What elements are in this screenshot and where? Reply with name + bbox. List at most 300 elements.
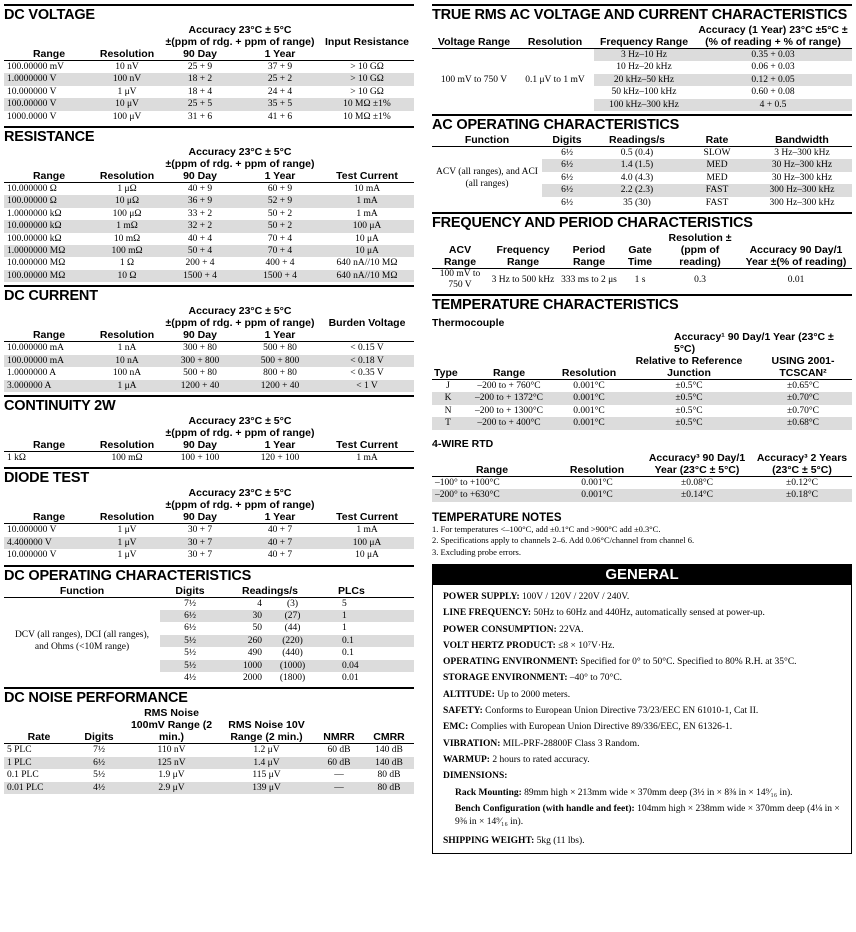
column-header: Readings/s — [592, 134, 682, 147]
table-cell: ±0.5°C — [624, 392, 754, 404]
table-cell: ±0.5°C — [675, 405, 703, 416]
table-cell: ±0.5°C — [675, 381, 703, 392]
table-row — [432, 489, 852, 501]
column-header: RMS Noise 100mV Range (2 min.) — [124, 707, 219, 744]
section-title: AC OPERATING CHARACTERISTICS — [432, 114, 852, 134]
table-cell: 0.60 + 0.08 — [751, 87, 795, 98]
table-cell: 0.5 (0.4) — [620, 148, 654, 159]
accuracy-header: Accuracy 23°C ± 5°C ±(ppm of rdg. + ppm of range) — [165, 487, 315, 512]
table-cell: 0.001°C — [573, 381, 605, 392]
section-title: DC VOLTAGE — [4, 4, 414, 24]
table-cell: 0.01 — [342, 672, 359, 683]
table-row — [4, 208, 414, 220]
column-header: 90 Day — [160, 48, 240, 61]
table-cell: 4 — [257, 598, 262, 609]
table-cell: 80 dB — [377, 770, 401, 781]
table-cell: 5½ — [160, 660, 220, 672]
bench-configuration: Bench Configuration (with handle and feet): 104mm high × 238mm wide × 370mm deep (4⅛ in × 9⅜ in × 14⁹⁄₁₆ in). — [455, 803, 840, 827]
dc-voltage-table — [4, 24, 414, 123]
thermocouple-table — [432, 331, 852, 430]
table-cell: 800 + 80 — [263, 368, 297, 379]
table-cell: ±0.18°C — [752, 489, 852, 501]
table-cell: 1000 — [220, 660, 265, 672]
table-row — [4, 98, 414, 110]
notes-title: TEMPERATURE NOTES — [432, 511, 562, 524]
column-header: Resolution — [94, 439, 160, 452]
table-cell: 1.4 (1.5) — [592, 159, 682, 171]
table-cell: 1.4 μV — [219, 757, 314, 769]
column-header: Function — [432, 134, 542, 147]
dc-voltage-rows — [4, 61, 414, 124]
table-cell: 30 — [220, 610, 265, 622]
table-cell: 139 μV — [219, 782, 314, 794]
ac-operating-section — [432, 114, 852, 209]
table-row — [4, 257, 414, 269]
general-body — [433, 585, 851, 853]
table-row — [432, 405, 852, 417]
column-header: Range — [432, 452, 552, 477]
table-row — [4, 597, 414, 610]
table-row — [4, 367, 414, 379]
column-header: Digits — [542, 134, 592, 147]
table-cell: 10 MΩ ±1% — [343, 111, 391, 122]
left-column — [4, 4, 414, 797]
table-cell: 6½ — [160, 610, 220, 622]
table-cell: 70 + 4 — [240, 245, 320, 257]
frequency-rows — [432, 269, 852, 292]
ac-operating-table — [432, 134, 852, 209]
column-header: Accuracy 90 Day/1 Year ±(% of reading) — [740, 232, 852, 269]
table-cell: 1 s — [634, 274, 646, 285]
table-cell: (3) — [286, 598, 299, 609]
table-cell: 0.001°C — [552, 489, 642, 501]
table-cell: 10 Ω — [94, 270, 160, 282]
table-cell: 490 — [247, 648, 262, 659]
general-item: POWER SUPPLY: 100V / 120V / 220V / 240V. — [443, 592, 630, 602]
column-header: Function — [4, 585, 160, 598]
table-cell: 20 kHz–50 kHz — [594, 74, 694, 86]
general-item: DIMENSIONS: — [443, 771, 508, 782]
table-cell: 6½ — [561, 148, 573, 159]
general-item: LINE FREQUENCY: 50Hz to 60Hz and 440Hz, automatically sensed at power-up. — [443, 608, 765, 619]
table-cell: 30 + 7 — [187, 525, 213, 536]
table-row — [4, 195, 414, 207]
table-cell: 1 μΩ — [117, 184, 137, 195]
thermocouple-label: Thermocouple — [432, 317, 505, 330]
table-cell: 10 Hz–20 kHz — [616, 62, 672, 73]
table-cell: 1500 + 4 — [240, 270, 320, 282]
table-cell: 1 μV — [94, 537, 160, 549]
table-cell: 0.06 + 0.03 — [751, 62, 795, 73]
table-cell: < 0.18 V — [320, 355, 414, 367]
dc-noise-rows — [4, 744, 414, 794]
table-cell: 100.00000 MΩ — [4, 270, 94, 282]
table-cell: 1200 + 40 — [160, 380, 240, 392]
table-cell: 100 mV to 750 V — [439, 269, 481, 291]
dc-current-rows — [4, 342, 414, 392]
table-row — [4, 61, 414, 74]
section-title: RESISTANCE — [4, 126, 414, 146]
table-cell: 50 + 2 — [240, 220, 320, 232]
table-cell: ±0.14°C — [642, 489, 752, 501]
table-cell: 35 (30) — [623, 197, 651, 208]
table-cell: MED — [706, 172, 728, 183]
column-header: 1 Year — [240, 439, 320, 452]
rtd-rows — [432, 476, 852, 501]
table-cell: 10 μΩ — [94, 195, 160, 207]
table-row — [4, 380, 414, 392]
column-header: 1 Year — [240, 48, 320, 61]
column-header: Bandwidth — [752, 134, 852, 147]
table-cell: 32 + 2 — [160, 220, 240, 232]
table-cell: 1 nA — [117, 343, 137, 354]
table-cell: 2000 — [243, 672, 262, 683]
column-header: Resolution — [552, 452, 642, 477]
table-cell: –200 to + 400°C — [464, 417, 554, 429]
column-header: Accuracy³ 90 Day/1 Year (23°C ± 5°C) — [642, 452, 752, 477]
section-title: FREQUENCY AND PERIOD CHARACTERISTICS — [432, 212, 852, 232]
table-cell: 10 MΩ ±1% — [320, 98, 414, 110]
table-cell: 1.0000000 MΩ — [4, 245, 94, 257]
table-cell: 10 mA — [353, 184, 381, 195]
table-cell: 5 — [342, 598, 347, 609]
table-cell: 1 μV — [117, 550, 137, 561]
table-cell: 10.000000 V — [7, 550, 57, 561]
column-header: Range — [4, 439, 94, 452]
column-header: 90 Day — [160, 511, 240, 524]
table-cell: 6½ — [542, 184, 592, 196]
general-item: STORAGE ENVIRONMENT: –40° to 70°C. — [443, 673, 623, 684]
column-header: Range — [4, 48, 94, 61]
accuracy-header: Accuracy 23°C ± 5°C ±(ppm of rdg. + ppm of range) — [165, 146, 315, 171]
table-cell: FAST — [682, 184, 752, 196]
table-cell: (1800) — [279, 672, 306, 683]
column-header: Rate — [4, 707, 74, 744]
resistance-section — [4, 126, 414, 282]
table-cell: (27) — [265, 610, 320, 622]
column-header: Voltage Range — [432, 24, 516, 49]
general-item: OPERATING ENVIRONMENT: Specified for 0° to 50°C. Specified to 80% R.H. at 35°C. — [443, 657, 797, 668]
column-header: Range — [4, 511, 94, 524]
table-cell: 1 mA — [356, 208, 378, 219]
section-title: TEMPERATURE CHARACTERISTICS — [432, 294, 852, 314]
table-cell: 60 + 9 — [267, 184, 293, 195]
general-section — [432, 564, 852, 854]
column-header: Test Current — [320, 511, 414, 524]
general-item: VOLT HERTZ PRODUCT: ≤8 × 10⁷V·Hz. — [443, 640, 615, 651]
table-cell: 0.1 — [342, 648, 354, 659]
accuracy-header: Accuracy 23°C ± 5°C ±(ppm of rdg. + ppm of range) — [165, 24, 315, 48]
general-item: ALTITUDE: Up to 2000 meters. — [443, 689, 571, 700]
table-cell: 3 Hz–300 kHz — [774, 148, 830, 159]
table-cell: 4½ — [184, 672, 196, 683]
table-row — [4, 233, 414, 245]
diode-table — [4, 487, 414, 561]
table-cell: 1 — [342, 623, 347, 634]
table-row — [432, 476, 852, 489]
table-cell: 50 kHz–100 kHz — [611, 87, 677, 98]
table-cell: 30 Hz–300 kHz — [752, 159, 852, 171]
table-cell: 2.9 μV — [124, 782, 219, 794]
shipping-weight: SHIPPING WEIGHT: 5kg (11 lbs). — [443, 835, 585, 846]
dc-operating-table — [4, 585, 414, 685]
accuracy-header: Accuracy¹ 90 Day/1 Year (23°C ± 5°C) — [674, 331, 834, 356]
table-cell: 4½ — [74, 782, 124, 794]
table-cell: 110 nV — [157, 745, 186, 756]
table-cell: (220) — [265, 635, 320, 647]
table-cell: 300 Hz–300 kHz — [769, 197, 835, 208]
column-header: Resolution — [94, 170, 160, 183]
dc-operating-rows — [4, 597, 414, 684]
table-cell: 400 + 4 — [265, 258, 295, 269]
table-cell: 300 Hz–300 kHz — [752, 184, 852, 196]
table-cell: 100 nA — [112, 368, 142, 379]
table-cell: J — [446, 381, 450, 392]
column-header: Accuracy (1 Year) 23°C ±5°C ±(% of reading + % of range) — [694, 24, 852, 49]
general-item: EMC: Complies with European Union Directive 89/336/EEC, EN 61326-1. — [443, 722, 733, 733]
column-header: Relative to Reference Junction — [624, 355, 754, 380]
ac-operating-rows — [432, 147, 852, 210]
table-cell: 50 + 4 — [160, 245, 240, 257]
table-cell: 100 μV — [112, 111, 142, 122]
table-cell: N — [444, 405, 452, 416]
table-cell: SLOW — [703, 148, 731, 159]
column-header: Range — [4, 329, 94, 342]
table-cell: 0.001°C — [573, 405, 605, 416]
column-header: Burden Voltage — [328, 317, 406, 330]
table-row — [4, 73, 414, 85]
table-row — [4, 549, 414, 561]
table-cell: 100 μΩ — [112, 208, 142, 219]
table-cell: 300 + 80 — [183, 343, 217, 354]
table-cell: 0.1 — [320, 635, 414, 647]
table-row — [432, 49, 852, 62]
continuity-section — [4, 395, 414, 464]
table-cell: 300 + 800 — [160, 355, 240, 367]
table-cell: 7½ — [93, 745, 105, 756]
table-cell: 6½ — [561, 172, 573, 183]
table-cell: (44) — [284, 623, 301, 634]
table-cell: 4.400000 V — [4, 537, 94, 549]
table-row — [432, 269, 852, 292]
table-cell: 4 + 0.5 — [694, 99, 852, 111]
column-header: USING 2001-TCSCAN² — [754, 355, 852, 380]
table-cell: < 1 V — [320, 380, 414, 392]
diode-rows — [4, 524, 414, 562]
table-cell: 100.00000 mV — [7, 62, 64, 72]
accuracy-header: Accuracy 23°C ± 5°C ±(ppm of rdg. + ppm of range) — [165, 305, 315, 330]
column-header: PLCs — [320, 585, 414, 598]
column-header: Readings/s — [220, 585, 320, 598]
table-cell: 500 + 800 — [240, 355, 320, 367]
table-cell: (440) — [282, 648, 303, 659]
table-cell: 1.2 μV — [253, 745, 280, 756]
table-cell: 5 PLC — [7, 745, 32, 756]
table-cell: 200 + 4 — [185, 258, 215, 269]
table-cell: 140 dB — [364, 757, 414, 769]
table-cell: 0.001°C — [554, 417, 624, 429]
resistance-table — [4, 146, 414, 282]
diode-section — [4, 467, 414, 561]
table-row — [4, 270, 414, 282]
dc-noise-table — [4, 707, 414, 794]
table-cell: 100 μA — [320, 220, 414, 232]
table-cell: 1.0000000 A — [7, 368, 57, 379]
table-cell: 0.01 PLC — [4, 782, 74, 794]
table-cell: 24 + 4 — [267, 86, 293, 97]
column-header: Range — [4, 170, 94, 183]
voltage-range-cell: 100 mV to 750 V — [440, 74, 508, 85]
table-cell: 1 kΩ — [7, 452, 26, 463]
table-cell: 80 dB — [364, 782, 414, 794]
table-cell: 0.1 PLC — [7, 770, 39, 781]
table-cell: 0.04 — [320, 660, 414, 672]
dc-current-section — [4, 285, 414, 392]
table-cell: 10.000000 V — [7, 525, 57, 536]
table-cell: ±0.08°C — [681, 477, 713, 488]
table-cell: 140 dB — [375, 745, 403, 756]
table-row — [4, 342, 414, 355]
rack-mounting: Rack Mounting: 89mm high × 213mm wide × 370mm deep (3½ in × 8⅜ in × 14⁹⁄₁₆ in). — [455, 787, 793, 798]
table-cell: 40 + 7 — [240, 537, 320, 549]
table-cell: 100 μA — [320, 537, 414, 549]
column-header: Digits — [160, 585, 220, 598]
table-row — [4, 744, 414, 757]
table-cell: 10.000000 mA — [7, 343, 64, 354]
table-cell: < 0.15 V — [350, 343, 384, 354]
column-header: Frequency Range — [488, 232, 558, 269]
table-cell: 6½ — [542, 159, 592, 171]
table-row — [4, 86, 414, 98]
thermocouple-rows — [432, 380, 852, 430]
table-cell: 50 — [252, 623, 262, 634]
table-row — [4, 451, 414, 464]
column-header: Test Current — [320, 439, 414, 452]
table-cell: 7½ — [184, 598, 196, 609]
table-cell: 33 + 2 — [187, 208, 213, 219]
column-header: 90 Day — [160, 170, 240, 183]
table-cell: 500 + 80 — [263, 343, 297, 354]
column-header: RMS Noise 10V Range (2 min.) — [219, 707, 314, 744]
table-cell: 41 + 6 — [267, 111, 293, 122]
table-cell: 1 mA — [356, 525, 378, 536]
column-header: Gate Time — [620, 232, 660, 269]
function-cell: DCV (all ranges), DCI (all ranges), and Ohms (<10M range) — [14, 629, 150, 652]
table-cell: 31 + 6 — [187, 111, 213, 122]
table-cell: 1000.0000 V — [7, 111, 57, 122]
table-row — [4, 220, 414, 232]
dc-noise-section — [4, 687, 414, 794]
table-cell: 60 dB — [314, 757, 364, 769]
table-cell: ±0.12°C — [786, 477, 818, 488]
table-row — [4, 111, 414, 123]
table-cell: 0.3 — [694, 274, 706, 285]
table-cell: 100.00000 Ω — [4, 195, 94, 207]
table-cell: 0.01 — [787, 274, 805, 285]
table-row — [4, 769, 414, 781]
resolution-cell: 0.1 μV to 1 mV — [525, 74, 585, 85]
table-cell: 1 mA — [320, 195, 414, 207]
table-cell: 5½ — [184, 648, 196, 659]
table-cell: 0.001°C — [554, 392, 624, 404]
section-title: DIODE TEST — [4, 467, 414, 487]
table-row — [4, 183, 414, 196]
table-row — [4, 537, 414, 549]
table-cell: — — [314, 782, 364, 794]
resistance-rows — [4, 183, 414, 283]
column-header: Test Current — [320, 170, 414, 183]
column-header: Resolution — [94, 48, 160, 61]
general-item: VIBRATION: MIL-PRF-28800F Class 3 Random. — [443, 738, 640, 749]
table-cell: 37 + 9 — [267, 62, 293, 72]
table-cell: 3 Hz–10 Hz — [594, 49, 694, 62]
table-cell: 3.000000 A — [4, 380, 94, 392]
table-cell: –200 to + 760°C — [477, 381, 541, 392]
table-cell: 100 mΩ — [111, 452, 143, 463]
table-row — [4, 355, 414, 367]
table-cell: MED — [682, 159, 752, 171]
dc-current-table — [4, 305, 414, 392]
table-cell: > 10 GΩ — [350, 86, 384, 97]
table-cell: 100 mΩ — [94, 245, 160, 257]
table-cell: ±0.70°C — [787, 405, 819, 416]
table-cell: ±0.5°C — [624, 417, 754, 429]
table-cell: ±0.68°C — [754, 417, 852, 429]
column-header: Resolution — [516, 24, 594, 49]
table-cell: 333 ms to 2 μs — [561, 274, 617, 285]
table-cell: 0.12 + 0.05 — [694, 74, 852, 86]
true-rms-rows — [432, 49, 852, 112]
table-cell: 3 Hz to 500 kHz — [491, 274, 555, 285]
note-item: 3. Excluding probe errors. — [432, 546, 521, 557]
accuracy-header: Accuracy 23°C ± 5°C ±(ppm of rdg. + ppm of range) — [165, 414, 315, 439]
table-cell: 10 nA — [94, 355, 160, 367]
rtd-table — [432, 452, 852, 502]
column-header: Input Resistance — [324, 36, 410, 48]
table-cell: 18 + 4 — [187, 86, 213, 97]
table-cell: 1.0000000 kΩ — [7, 208, 62, 219]
table-cell: 50 + 2 — [267, 208, 293, 219]
column-header: Period Range — [558, 232, 620, 269]
column-header: NMRR — [314, 707, 364, 744]
section-title: DC OPERATING CHARACTERISTICS — [4, 565, 414, 585]
table-cell: 1 — [320, 610, 414, 622]
table-cell: 120 + 100 — [260, 452, 300, 463]
general-item: POWER CONSUMPTION: 22VA. — [443, 624, 584, 635]
table-cell: 6½ — [561, 197, 573, 208]
table-cell: 2.2 (2.3) — [592, 184, 682, 196]
table-cell: 100 + 100 — [180, 452, 220, 463]
column-header: Digits — [74, 707, 124, 744]
true-rms-section — [432, 4, 852, 111]
dc-voltage-section — [4, 4, 414, 123]
table-cell: 0.35 + 0.03 — [694, 49, 852, 62]
table-row — [432, 380, 852, 393]
table-cell: 6½ — [74, 757, 124, 769]
table-cell: 10 nV — [115, 62, 139, 72]
table-cell: 500 + 80 — [183, 368, 217, 379]
column-header: Resolution ±(ppm of reading) — [660, 232, 740, 269]
table-cell: 30 + 7 — [160, 537, 240, 549]
table-row — [432, 147, 852, 160]
table-cell: 10.000000 Ω — [7, 184, 57, 195]
table-cell: 40 + 7 — [267, 550, 293, 561]
table-cell: (1000) — [265, 660, 320, 672]
table-cell: 10 mΩ — [113, 233, 141, 244]
table-cell: 40 + 7 — [267, 525, 293, 536]
table-cell: 1 Ω — [119, 258, 135, 269]
section-title: CONTINUITY 2W — [4, 395, 414, 415]
